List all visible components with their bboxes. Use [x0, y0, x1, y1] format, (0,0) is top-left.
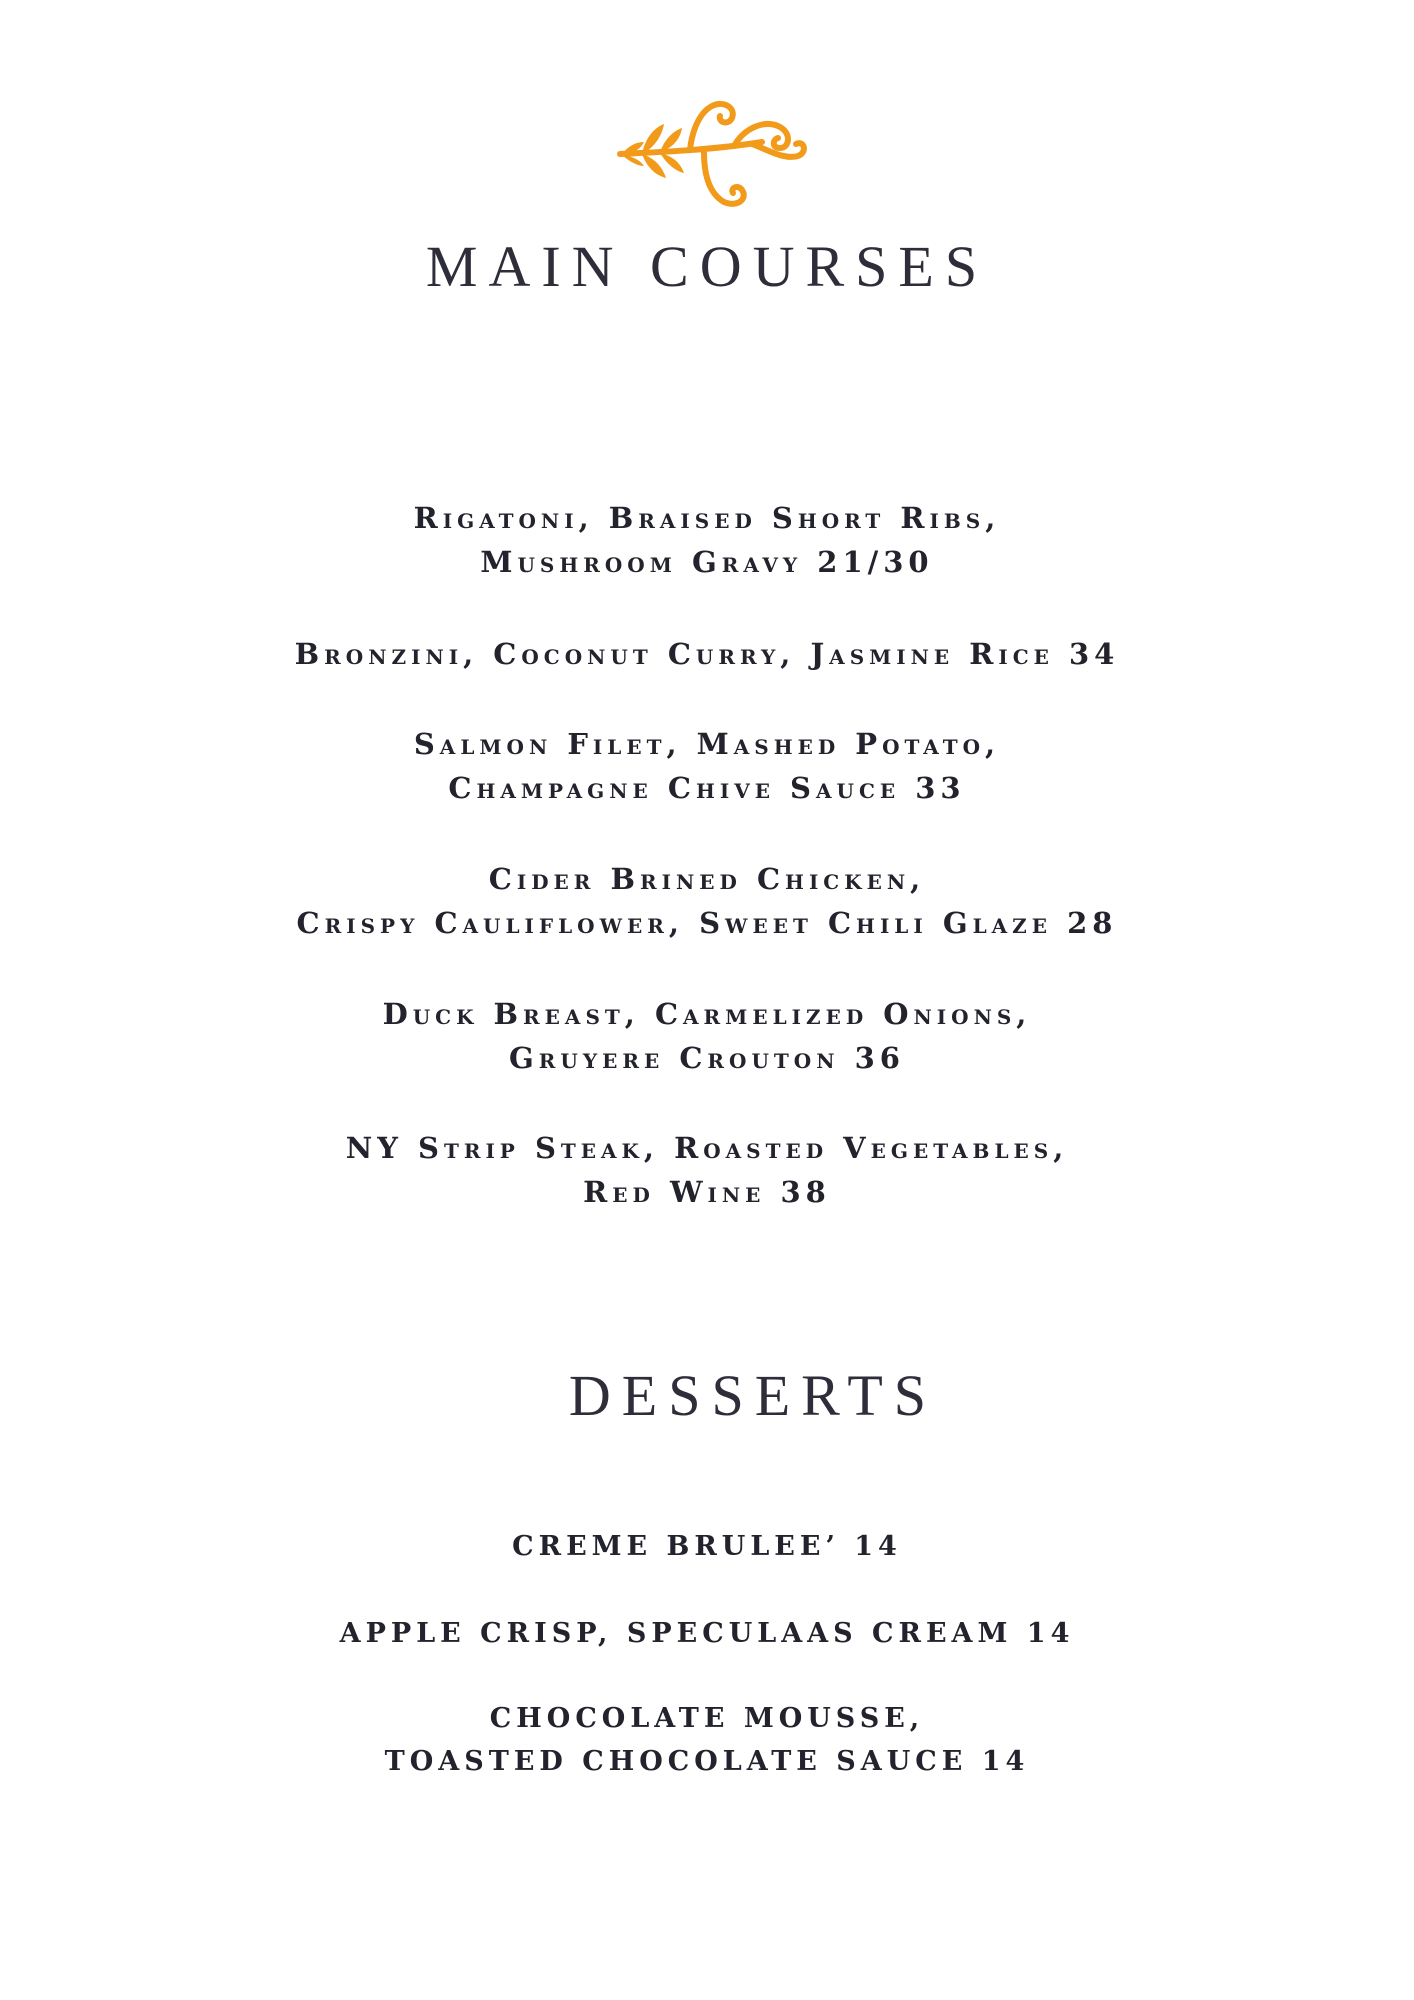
menu-item-line: Red Wine 38 [583, 1175, 831, 1209]
dessert-item-chocolate-mousse [0, 1697, 1414, 1783]
menu-item-line: Mushroom Gravy 21/30 [480, 545, 934, 579]
menu-item-line: Duck Breast, Carmelized Onions, [382, 997, 1032, 1031]
menu-item-salmon [0, 722, 1414, 810]
menu-item-chicken [0, 857, 1414, 945]
menu-item-line: Champagne Chive Sauce 33 [448, 771, 966, 805]
menu-item-line: Crispy Cauliflower, Sweet Chili Glaze 28 [296, 906, 1118, 940]
dessert-item-creme-brulee [0, 1525, 1414, 1568]
menu-item-line: APPLE CRISP, SPECULAAS CREAM 14 [339, 1618, 1075, 1649]
menu-item-line: Cider Brined Chicken, [488, 862, 926, 896]
menu-item-line: NY Strip Steak, Roasted Vegetables, [345, 1131, 1069, 1165]
menu-item-line: CREME BRULEE’ 14 [512, 1531, 902, 1562]
menu-item-duck [0, 992, 1414, 1080]
menu-item-line: Salmon Filet, Mashed Potato, [413, 727, 1001, 761]
menu-item-line: Gruyere Crouton 36 [509, 1041, 905, 1075]
main-courses-title: MAIN COURSES [425, 234, 989, 299]
menu-item-line: CHOCOLATE MOUSSE, [489, 1703, 925, 1734]
menu-item-bronzini [0, 632, 1414, 676]
menu-item-rigatoni [0, 496, 1414, 584]
menu-item-line: Bronzini, Coconut Curry, Jasmine Rice 34 [294, 637, 1120, 671]
menu-item-steak [0, 1126, 1414, 1214]
desserts-title: DESSERTS [568, 1363, 938, 1428]
dessert-item-apple-crisp [0, 1612, 1414, 1655]
menu-item-line: TOASTED CHOCOLATE SAUCE 14 [384, 1746, 1030, 1777]
flourish-icon [612, 90, 812, 220]
menu-item-line: Rigatoni, Braised Short Ribs, [413, 501, 1001, 535]
